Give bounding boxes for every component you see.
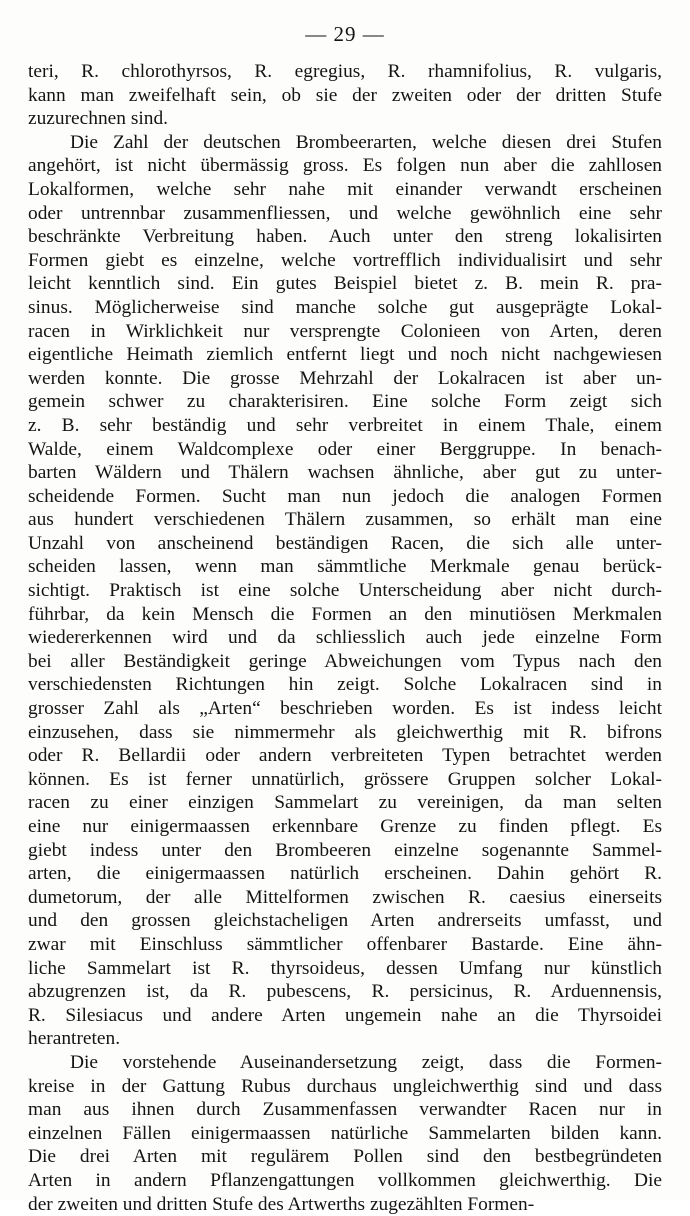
text-line: scheiden lassen, wenn man sämmtliche Merkmale genau berück- [28,555,662,579]
text-line: aus hundert verschiedenen Thälern zusammen, so erhält man eine [28,508,662,532]
paragraph [28,1051,662,1216]
text-line: liche Sammelart ist R. thyrsoideus, dessen Umfang nur künstlich [28,957,662,981]
text-line: Die vorstehende Auseinandersetzung zeigt, dass die Formen- [28,1051,662,1075]
text-line: teri, R. chlorothyrsos, R. egregius, R. rhamnifolius, R. vulgaris, [28,60,662,84]
text-line: der zweiten und dritten Stufe des Artwerths zugezählten Formen- [28,1193,662,1216]
text-line: bei aller Beständigkeit geringe Abweichungen vom Typus nach den [28,650,662,674]
text-line: Unzahl von anscheinend beständigen Racen, die sich alle unter- [28,532,662,556]
text-line: zuzurechnen sind. [28,107,662,131]
text-line: man aus ihnen durch Zusammenfassen verwandter Racen nur in [28,1098,662,1122]
text-line: leicht kenntlich sind. Ein gutes Beispiel bietet z. B. mein R. pra- [28,272,662,296]
text-line: barten Wäldern und Thälern wachsen ähnliche, aber gut zu unter- [28,461,662,485]
text-line: racen zu einer einzigen Sammelart zu vereinigen, da man selten [28,791,662,815]
text-line: zwar mit Einschluss sämmtlicher offenbarer Bastarde. Eine ähn- [28,933,662,957]
text-line: scheidende Formen. Sucht man nun jedoch die analogen Formen [28,485,662,509]
text-line: werden konnte. Die grosse Mehrzahl der Lokalracen ist aber un- [28,367,662,391]
text-line: Walde, einem Waldcomplexe oder einer Berggruppe. In benach- [28,438,662,462]
text-line: kann man zweifelhaft sein, ob sie der zweiten oder der dritten Stufe [28,84,662,108]
text-line: giebt indess unter den Brombeeren einzelne sogenannte Sammel- [28,839,662,863]
text-line: arten, die einigermaassen natürlich erscheinen. Dahin gehört R. [28,862,662,886]
text-line: können. Es ist ferner unnatürlich, grössere Gruppen solcher Lokal- [28,768,662,792]
text-line: gemein schwer zu charakterisiren. Eine solche Form zeigt sich [28,390,662,414]
paragraph [28,60,662,131]
text-line: einzusehen, dass sie nimmermehr als gleichwerthig mit R. bifrons [28,721,662,745]
paragraph [28,131,662,1051]
page-number: — 29 — [0,20,690,48]
text-line: dumetorum, der alle Mittelformen zwischen R. caesius einerseits [28,886,662,910]
text-line: grosser Zahl als „Arten“ beschrieben worden. Es ist indess leicht [28,697,662,721]
text-line: und den grossen gleichstacheligen Arten andrerseits umfasst, und [28,909,662,933]
text-line: z. B. sehr beständig und sehr verbreitet in einem Thale, einem [28,414,662,438]
text-line: beschränkte Verbreitung haben. Auch unter den streng lokalisirten [28,225,662,249]
text-line: eine nur einigermaassen erkennbare Grenze zu finden pflegt. Es [28,815,662,839]
text-line: kreise in der Gattung Rubus durchaus ungleichwerthig sind und dass [28,1075,662,1099]
text-line: Die drei Arten mit regulärem Pollen sind den bestbegründeten [28,1145,662,1169]
text-line: sinus. Möglicherweise sind manche solche gut ausgeprägte Lokal- [28,296,662,320]
text-line: herantreten. [28,1027,662,1051]
text-line: Formen giebt es einzelne, welche vortrefflich individualisirt und sehr [28,249,662,273]
text-line: oder untrennbar zusammenfliessen, und welche gewöhnlich eine sehr [28,202,662,226]
text-line: wiedererkennen wird und da schliesslich auch jede einzelne Form [28,626,662,650]
text-line: abzugrenzen ist, da R. pubescens, R. persicinus, R. Arduennensis, [28,980,662,1004]
text-line: oder R. Bellardii oder andern verbreiteten Typen betrachtet werden [28,744,662,768]
text-line: einzelnen Fällen einigermaassen natürliche Sammelarten bilden kann. [28,1122,662,1146]
body-text [28,60,662,1216]
text-line: eigentliche Heimath ziemlich entfernt liegt und noch nicht nachgewiesen [28,343,662,367]
text-line: racen in Wirklichkeit nur versprengte Colonieen von Arten, deren [28,320,662,344]
text-line: führbar, da kein Mensch die Formen an den minutiösen Merkmalen [28,603,662,627]
text-line: R. Silesiacus und andere Arten ungemein nahe an die Thyrsoidei [28,1004,662,1028]
text-line: sichtigt. Praktisch ist eine solche Unterscheidung aber nicht durch- [28,579,662,603]
text-line: Die Zahl der deutschen Brombeerarten, welche diesen drei Stufen [28,131,662,155]
text-line: Lokalformen, welche sehr nahe mit einander verwandt erscheinen [28,178,662,202]
text-line: angehört, ist nicht übermässig gross. Es folgen nun aber die zahllosen [28,154,662,178]
text-line: verschiedensten Richtungen hin zeigt. Solche Lokalracen sind in [28,673,662,697]
text-line: Arten in andern Pflanzengattungen vollkommen gleichwerthig. Die [28,1169,662,1193]
